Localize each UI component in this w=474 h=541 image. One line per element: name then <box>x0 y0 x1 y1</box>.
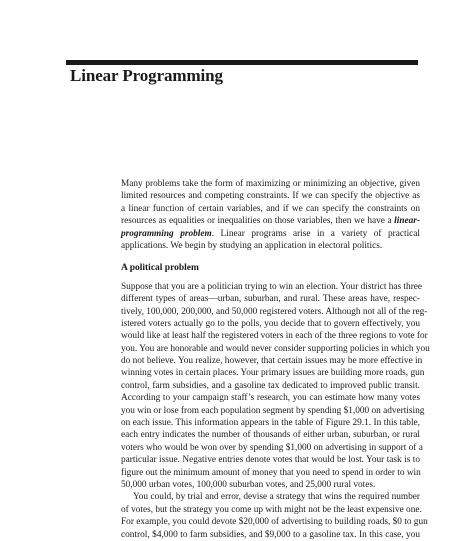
paragraph-line: you win or lose from each population segment by spending $1,000 on advertising <box>121 405 425 416</box>
paragraph-line: istered voters actually go to the polls, you decide that to govern effectively, you <box>121 318 420 329</box>
chapter-top-rule <box>66 60 418 65</box>
section-paragraph <box>121 281 430 492</box>
key-term-part: linear- <box>394 216 420 227</box>
paragraph-line: According to your campaign staff’s research, you can estimate how many votes <box>121 393 420 404</box>
section-heading: A political problem <box>121 263 199 274</box>
intro-line: limited resources and competing constraints. If we can specify the objective as <box>121 191 420 202</box>
chapter-title: Linear Programming <box>70 66 223 85</box>
main-text-column <box>121 178 430 541</box>
paragraph-line: 50,000 urban votes, 100,000 suburban votes, and 25,000 rural votes. <box>121 479 376 490</box>
intro-paragraph <box>121 178 420 252</box>
intro-line: Many problems take the form of maximizing or minimizing an objective, given <box>121 179 420 189</box>
paragraph-line: control, $4,000 to farm subsidies, and $9,000 to a gasoline tax. In this case, you <box>121 529 420 540</box>
intro-line: applications. We begin by studying an application in electoral politics. <box>121 240 383 251</box>
paragraph-line: on each issue. This information appears in the table of Figure 29.1. In this table, <box>121 418 420 429</box>
paragraph-line: of votes, but the strategy you come up with might not be the least expensive one. <box>121 504 422 515</box>
paragraph-line: control, farm subsidies, and a gasoline tax dedicated to improved public transit. <box>121 380 420 391</box>
intro-line <box>121 215 420 227</box>
intro-line-text: . Linear programs arise in a variety of practical <box>211 228 420 239</box>
intro-line <box>121 228 420 240</box>
paragraph-line: voters who would be won over by spending $1,000 on advertising in support of a <box>121 442 423 453</box>
paragraph-line: figure out the minimum amount of money that you need to spend in order to win <box>121 467 421 478</box>
paragraph-line: You could, by trial and error, devise a strategy that wins the required number <box>133 492 420 503</box>
paragraph-line: tively, 100,000, 200,000, and 50,000 registered voters. Although not all of the reg- <box>121 306 428 317</box>
key-term: programming problem <box>121 228 212 239</box>
paragraph-line: would like at least half the registered voters in each of the three regions to vote for <box>121 331 428 342</box>
paragraph-line: winning votes in certain places. Your primary issues are building more roads, gun <box>121 368 425 379</box>
paragraph-line: particular issue. Negative entries denote votes that would be lost. Your task is to <box>121 455 420 466</box>
paragraph-line: each entry indicates the number of thousands of either urban, suburban, or rural <box>121 430 420 441</box>
paragraph-line: Suppose that you are a politician trying to win an election. Your district has three <box>121 281 423 292</box>
paragraph-line: you. You are honorable and would never consider supporting policies in which you <box>121 343 430 354</box>
paragraph-line: different types of areas—urban, suburban, and rural. These areas have, respec- <box>121 294 420 305</box>
paragraph-line: do not believe. You realize, however, that certain issues may be more effective in <box>121 356 423 367</box>
section-paragraph <box>121 491 428 541</box>
intro-line: a linear function of certain variables, and if we can specify the constraints on <box>121 203 420 214</box>
intro-line-text: resources as equalities or inequalities on those variables, then we have a <box>121 216 395 227</box>
paragraph-line: For example, you could devote $20,000 of advertising to building roads, $0 to gun <box>121 517 428 528</box>
